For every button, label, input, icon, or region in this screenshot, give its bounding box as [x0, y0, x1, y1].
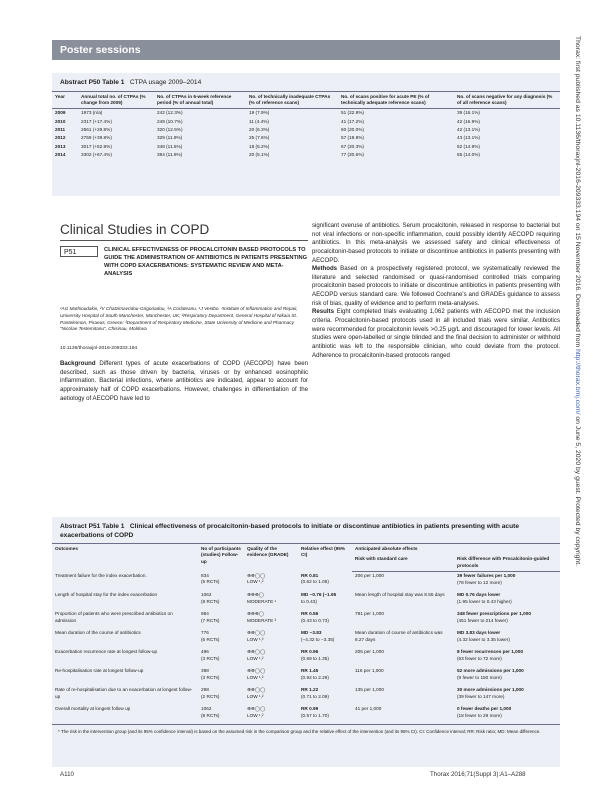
table-row — [52, 109, 560, 118]
table-row — [52, 572, 560, 592]
col-header: No. of scans negative for any diagnosis (% of all reference scans) — [454, 91, 560, 109]
abstract-title: CLINICAL EFFECTIVENESS OF PROCALCITONIN BASED PROTOCOLS TO GUIDE THE ADMINISTRATION OF ANTIBIOTICS IN PATIENTS PRESENTING WITH COPD EXACERBATIONS: SYSTEMATIC REVIEW AND META-ANALYSIS — [104, 247, 308, 277]
table-cell: 1973 (n/a) — [81, 110, 103, 116]
table-row — [52, 591, 560, 610]
quality-cell: ⊕⊕◯◯ LOW ¹,² — [247, 630, 266, 642]
table-cell: 394 (11.9%) — [157, 151, 183, 157]
standard-risk-cell: 135 per 1,000 — [355, 687, 384, 693]
table-row — [52, 151, 560, 159]
table-cell: 39 (16.1%) — [457, 110, 480, 116]
abstract-background: Background Different types of acute exacerbations of COPD (AECOPD) have been described, such as those driven by bacteria, viruses or by enhanced eosinophilic inflammation. Bacterial infections, where antibiotics are indicated, appear to account for approximately half of COPD exacerbations. However, challenges in differentiation of the aetiology of AECOPD have led to — [60, 360, 308, 402]
participants-cell: 1062 (8 RCTs) — [201, 592, 220, 604]
table-footnote: * The risk in the intervention group (and its 95% confidence interval) is based on the assumed risk in the comparison group and the relative effect of the intervention (and its 95% CI). CI: Confidence interval; RR: Risk ratio; MD: Mean difference. — [52, 725, 560, 751]
col-header: Outcomes — [52, 544, 198, 572]
col-header: Annual total no. of CTPAs (% change from 2009) — [78, 91, 154, 109]
relative-effect-cell: RR 1.22 (0.71 to 2.09) — [301, 687, 329, 699]
outcome-cell: Treatment failure for the index exacerbation. — [55, 572, 147, 578]
standard-risk-cell: Mean length of hospital stay was 8.55 days — [355, 592, 445, 598]
quality-cell: ⊕⊕⊕◯ MODERATE ³ — [247, 611, 277, 623]
table-cell: 42 (13.1%) — [457, 126, 480, 132]
participants-cell: 984 (7 RCTs) — [201, 611, 220, 623]
risk-difference-cell: 8 fewer recurrences per 1,000 (63 fewer to 72 more) — [457, 649, 523, 661]
relative-effect-cell: RR 0.56 (0.43 to 0.73) — [301, 611, 329, 623]
abstract-right-column: significant overuse of antibiotics. Serum procalcitonin, released in response to bacterial but not viral infections or non-specific inflammation, could possibly identify AECOPD requiring antibiotics. In this meta-analysis we assessed safety and clinical effectiveness of procalcitonin-based protocols to initiate or discontinue antibiotics in patients presenting with AECOPD. Methods Based on a prospectively registered protocol, we systematically reviewed the literature and selected randomised or quasi-randomised controlled trials comparing procalcitonin based protocols to initiate or discontinue antibiotics in patients presenting with AECOPD versus standard care. We followed Cochrane's and GRADEs guidance to assess risk of bias, quality of evidence and to perform meta-analyses. Results Eight completed trials evaluating 1,062 patients with AECOPD met the inclusion criteria. Procalcitonin-based protocols used in all included trials were similar. Antibiotics were recommended for procalcitonin levels >0.25 μg/L and discouraged for lower levels. All studies were open-labelled or single blinded and the final decision to administer or withhold antibiotic was left to the responsible clinician, who could deviate from the protocol. Adherence to procalcitonin-based protocols ranged — [312, 222, 560, 359]
section-rule — [60, 240, 308, 241]
grade-rating-icon: ⊕⊕◯◯ — [247, 572, 266, 578]
grade-rating-icon: ⊕⊕◯◯ — [247, 649, 266, 655]
risk-difference-cell: 348 fewer prescriptions per 1,000 (451 fewer to 214 fewer) — [457, 611, 531, 623]
risk-difference-cell: 39 fewer failures per 1,000 (78 fewer to 12 more) — [457, 573, 516, 585]
table-cell: 2561 (+29.8%) — [81, 126, 112, 132]
grade-rating-icon: ⊕⊕◯◯ — [247, 630, 266, 636]
table-cell: 249 (10.7%) — [157, 118, 183, 124]
table-row — [52, 610, 560, 629]
relative-effect-cell: RR 0.81 (0.62 to 1.06) — [301, 572, 329, 584]
table-row — [52, 134, 560, 142]
p50-table — [52, 73, 560, 196]
table-cell: 2010 — [55, 118, 66, 124]
table-cell: 2012 — [55, 135, 66, 141]
participants-cell: 776 (6 RCTs) — [201, 630, 220, 642]
table-row — [52, 667, 560, 686]
risk-difference-cell: 52 more admissions per 1,000 (9 fewer to 150 more) — [457, 668, 524, 680]
quality-cell: ⊕⊕◯◯ LOW ¹,² — [247, 668, 266, 680]
p51-data-table — [52, 543, 560, 750]
col-header: No. of CTPAs in 6-week reference period (% of annual total) — [154, 91, 246, 109]
quality-cell: ⊕⊕◯◯ LOW ¹,² — [247, 649, 266, 661]
standard-risk-cell: Mean duration of course of antibiotics was 8.27 days — [355, 630, 443, 642]
grade-rating-icon: ⊕⊕◯◯ — [247, 687, 266, 693]
table-cell: 60 (20.0%) — [341, 126, 364, 132]
p51-table — [52, 517, 560, 767]
grade-rating-icon: ⊕⊕◯◯ — [247, 668, 266, 674]
risk-difference-cell: 30 more admissions per 1,000 (39 fewer to 147 more) — [457, 687, 524, 699]
table-cell: 18 (5.2%) — [249, 143, 270, 149]
abstract-number: P51 — [60, 246, 98, 257]
table-cell: 2013 — [55, 143, 66, 149]
abstract-doi[interactable]: 10.1136/thoraxjnl-2016-209333.194 — [60, 346, 138, 351]
table-row — [52, 648, 560, 667]
table-cell: 19 (7.9%) — [249, 110, 270, 116]
col-header: Year — [52, 91, 78, 109]
section-banner: Poster sessions — [52, 40, 560, 60]
risk-difference-cell: MD 0.76 days lower (1.95 lower to 0.43 higher) — [457, 592, 512, 604]
standard-risk-cell: 205 per 1,000 — [355, 649, 384, 655]
quality-cell: ⊕⊕◯◯ LOW ¹,² — [247, 572, 266, 584]
section-title: Clinical Studies in COPD — [60, 222, 210, 237]
abstract-authors: ¹AG Mathioudakis, ²V Chatzimavridou-Grigoriadou, ³A Corlateanu, ⁴J Vestbo. ¹Institute of Inflammation and Repair, University Hospital of South Manchester, Manchester, UK; ²Respiratory Department, General Hospital of Nikaia St. Panteleimon, Piraeus, Greece; ³Department of Respiratory Medicine, State University of Medicine and Pharmacy "Nicolae Testemitanu", Chisinau, Moldova — [60, 306, 298, 332]
relative-effect-cell: RR 0.96 (0.69 to 1.35) — [301, 649, 329, 661]
standard-risk-cell: 116 per 1,000 — [355, 668, 384, 674]
table-cell: 42 (16.9%) — [457, 118, 480, 124]
table-cell: 242 (12.3%) — [157, 110, 183, 116]
table-cell: 67 (20.3%) — [341, 143, 364, 149]
table-row — [52, 143, 560, 151]
table-cell: 3302 (+67.4%) — [81, 151, 112, 157]
relative-effect-cell: MD −0.76 (−1.95 to 0.43) — [301, 592, 337, 604]
outcome-cell: Mean duration of the course of antibiotics — [55, 630, 141, 636]
grade-rating-icon: ⊕⊕⊕◯ — [247, 611, 265, 617]
table-row — [52, 686, 560, 705]
risk-difference-cell: MD 3.83 days lower (4.32 lower to 3.35 lower) — [457, 630, 510, 642]
participants-cell: 1062 (8 RCTs) — [201, 706, 220, 718]
col-header: No of participants (studies) Follow-up — [198, 544, 244, 572]
outcome-cell: Length of hospital stay for the index exacerbation — [55, 592, 158, 598]
table-cell: 77 (20.6%) — [341, 151, 364, 157]
table-cell: 2317 (+17.4%) — [81, 118, 112, 124]
standard-risk-cell: 791 per 1,000 — [355, 611, 384, 617]
participants-cell: 496 (3 RCTs) — [201, 649, 220, 661]
table-cell: 2759 (+39.8%) — [81, 135, 112, 141]
participants-cell: 398 (3 RCTs) — [201, 668, 220, 680]
relative-effect-cell: RR 0.99 (0.57 to 1.70) — [301, 706, 329, 718]
table-row — [52, 126, 560, 134]
table-cell: 2014 — [55, 151, 66, 157]
quality-cell: ⊕⊕◯◯ LOW ¹,² — [247, 706, 266, 718]
outcome-cell: Rate of re-hospitalisation due to an exacerbation at longest follow-up — [55, 687, 193, 699]
table-cell: 2011 — [55, 126, 66, 132]
quality-cell: ⊕⊕⊕◯ MODERATE ¹ — [247, 592, 277, 604]
outcome-cell: Proportion of patients who were prescribed antibiotics on admission — [55, 611, 173, 623]
col-header: Risk difference with Procalcitonin-guided protocols — [454, 554, 560, 571]
grade-rating-icon: ⊕⊕⊕◯ — [247, 592, 265, 598]
table-cell: 20 (5.1%) — [249, 151, 270, 157]
standard-risk-cell: 41 per 1,000 — [355, 706, 382, 712]
outcome-cell: Overall mortality at longest follow up — [55, 706, 131, 712]
col-header: Relative effect (95% CI) — [298, 544, 352, 572]
table-row — [52, 629, 560, 648]
table-cell: 320 (12.5%) — [157, 126, 183, 132]
table-cell: 52 (14.9%) — [457, 143, 480, 149]
participants-cell: 834 (5 RCTs) — [201, 572, 220, 584]
table-cell: 57 (18.8%) — [341, 135, 364, 141]
table-cell: 25 (7.6%) — [249, 135, 270, 141]
outcome-cell: Re-hospitalisation rate at longest follow-up — [55, 668, 144, 674]
journal-citation: Thorax 2016;71(Suppl 3):A1–A288 — [430, 771, 526, 778]
page-number: A110 — [60, 771, 74, 778]
table-cell: 329 (11.9%) — [157, 135, 183, 141]
table-cell: 51 (22.9%) — [341, 110, 364, 116]
thorax-link[interactable]: http://thorax.bmj.com/ — [574, 349, 581, 415]
col-header: No. of technically inadequate CTPAs (% of reference scans) — [246, 91, 338, 109]
p50-table-caption: Abstract P50 Table 1 CTPA usage 2009–2014 — [60, 79, 202, 86]
table-row — [52, 705, 560, 725]
col-header: Quality of the evidence (GRADE) — [244, 544, 298, 572]
table-cell: 43 (13.1%) — [457, 135, 480, 141]
col-header: No. of scans positive for acute PE (% of technically adequate reference scans) — [338, 91, 454, 109]
p51-table-caption: Abstract P51 Table 1 Clinical effectiveness of procalcitonin-based protocols to initiate or discontinue antibiotics in patients presenting with acute exacerbations of COPD — [60, 523, 519, 539]
table-cell: 2009 — [55, 110, 66, 116]
table-cell: 3017 (+52.9%) — [81, 143, 112, 149]
table-row — [52, 118, 560, 126]
risk-difference-cell: 0 fewer deaths per 1,000 (18 fewer to 29 more) — [457, 706, 512, 718]
relative-effect-cell: RR 1.45 (0.92 to 2.29) — [301, 668, 329, 680]
standard-risk-cell: 206 per 1,000 — [355, 573, 384, 579]
copyright-sidebar: Thorax: first published as 10.1136/thoraxjnl-2016-209333.194 on 15 November 2016. Downloaded from http://thorax.bmj.com/ on June 5, 2020 by guest. Protected by copyright. — [574, 36, 581, 566]
relative-effect-cell: MD −3.83 (−4.32 to −3.35) — [301, 630, 335, 642]
quality-cell: ⊕⊕◯◯ LOW ¹,² — [247, 687, 266, 699]
table-cell: 41 (17.2%) — [341, 118, 364, 124]
table-cell: 11 (4.4%) — [249, 118, 269, 124]
col-header: Risk with standard care — [352, 554, 454, 571]
table-cell: 348 (11.5%) — [157, 143, 183, 149]
p50-data-table — [52, 91, 560, 160]
col-header: Anticipated absolute effects — [352, 544, 560, 555]
grade-rating-icon: ⊕⊕◯◯ — [247, 706, 266, 712]
table-cell: 55 (14.0%) — [457, 151, 480, 157]
participants-cell: 298 (2 RCTs) — [201, 687, 220, 699]
outcome-cell: Exacerbation recurrence rate at longest follow-up — [55, 649, 158, 655]
table-cell: 20 (6.3%) — [249, 126, 270, 132]
